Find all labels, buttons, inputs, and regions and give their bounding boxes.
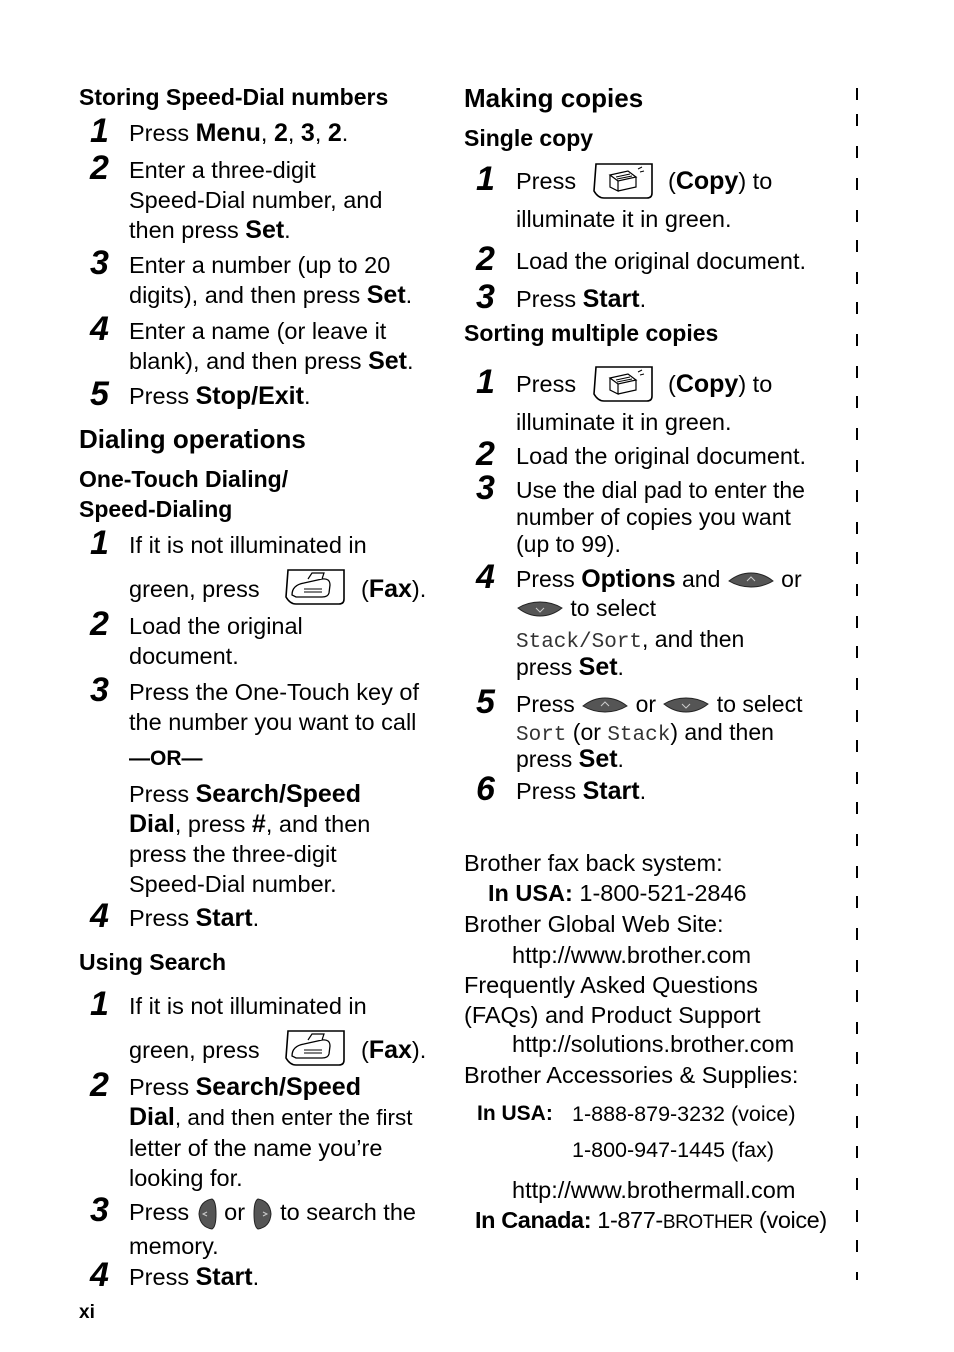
sorting-step-1-line2: illuminate it in green.	[516, 409, 732, 435]
storing-step-3: Enter a number (up to 20 digits), and then press Set.	[129, 252, 413, 309]
sorting-step-4-line4: press Set.	[516, 653, 624, 681]
sorting-step-5-line3: press Set.	[516, 745, 624, 773]
copy-key-icon	[590, 161, 656, 201]
step-number: 2	[476, 240, 495, 278]
step-number: 3	[476, 469, 495, 507]
making-copies-heading: Making copies	[464, 83, 644, 113]
cut-guide-line	[850, 88, 864, 1288]
step-number: 3	[90, 1191, 109, 1229]
step-number: 2	[90, 1066, 109, 1104]
step-number: 1	[90, 112, 109, 150]
sorting-step-2: Load the original document.	[516, 443, 807, 469]
step-number: 3	[90, 244, 109, 282]
search-step-2: Press Search/Speed Dial, and then enter the first letter of the name you’re looking for.	[129, 1073, 413, 1191]
step-number: 3	[90, 671, 109, 709]
sorting-step-5-line2: Sort (or Stack) and then	[516, 719, 774, 747]
step-number: 1	[476, 160, 495, 198]
step-number: 1	[90, 985, 109, 1023]
step-number: 4	[90, 310, 109, 348]
step-number: 4	[90, 1256, 109, 1294]
or-separator: —OR—	[129, 747, 203, 770]
using-search-heading: Using Search	[79, 949, 226, 975]
sorting-step-1-copy: (Copy) to	[668, 370, 773, 398]
storing-step-1: Press Menu, 2, 3, 2.	[129, 119, 349, 147]
search-step-1-fax: (Fax).	[361, 1036, 427, 1064]
search-step-1: If it is not illuminated in	[129, 993, 367, 1019]
accessories-voice: 1-888-879-3232 (voice)	[572, 1102, 796, 1126]
accessories-label: Brother Accessories & Supplies:	[464, 1062, 799, 1088]
accessories-usa-label: In USA:	[477, 1102, 553, 1125]
step-number: 2	[90, 605, 109, 643]
step-number: 1	[476, 363, 495, 401]
step-number: 5	[476, 683, 495, 721]
sorting-step-4: Press Options and or	[516, 565, 802, 593]
onetouch-step-1: If it is not illuminated in	[129, 532, 367, 558]
one-touch-heading: One-Touch Dialing/ Speed-Dialing	[79, 466, 289, 522]
global-web-link[interactable]: http://www.brother.com	[512, 942, 752, 968]
faq-link[interactable]: http://solutions.brother.com	[512, 1031, 795, 1057]
up-arrow-key-icon	[581, 696, 629, 716]
down-arrow-key-icon	[662, 696, 710, 716]
up-arrow-key-icon	[727, 571, 775, 591]
onetouch-step-1-fax: (Fax).	[361, 575, 427, 603]
onetouch-step-4: Press Start.	[129, 904, 260, 932]
step-number: 6	[476, 770, 495, 808]
search-step-1-line2: green, press	[129, 1037, 260, 1063]
sorting-copies-heading: Sorting multiple copies	[464, 320, 719, 346]
sorting-step-4-line3: Stack/Sort, and then	[516, 626, 745, 654]
down-arrow-key-icon	[516, 600, 564, 620]
step-number: 2	[90, 149, 109, 187]
faq-label: Frequently Asked Questions (FAQs) and Product Support	[464, 972, 761, 1028]
single-step-2: Load the original document.	[516, 248, 807, 274]
single-step-1-line2: illuminate it in green.	[516, 206, 732, 232]
fax-back-label: Brother fax back system:	[464, 850, 723, 876]
single-copy-heading: Single copy	[464, 125, 594, 151]
storing-speed-dial-heading: Storing Speed-Dial numbers	[79, 84, 389, 110]
fax-key-icon	[282, 1028, 348, 1068]
right-arrow-key-icon	[252, 1197, 274, 1231]
search-step-4: Press Start.	[129, 1263, 260, 1291]
dialing-operations-heading: Dialing operations	[79, 424, 306, 454]
page-number: xi	[79, 1302, 95, 1323]
left-arrow-key-icon	[196, 1197, 218, 1231]
copy-key-icon	[590, 364, 656, 404]
step-number: 4	[90, 897, 109, 935]
single-step-1: Press	[516, 168, 577, 194]
step-number: 4	[476, 558, 495, 596]
storing-step-2: Enter a three-digit Speed-Dial number, and then press Set.	[129, 157, 383, 244]
sorting-step-1: Press	[516, 371, 577, 397]
single-step-3: Press Start.	[516, 285, 647, 313]
storing-step-5: Press Stop/Exit.	[129, 382, 311, 410]
search-step-3: Press or to search the memory.	[129, 1197, 416, 1261]
sorting-step-5: Press or to select	[516, 691, 803, 717]
global-web-label: Brother Global Web Site:	[464, 911, 724, 937]
canada-contact: In Canada: 1-877-BROTHER (voice)	[475, 1207, 827, 1233]
accessories-fax: 1-800-947-1445 (fax)	[572, 1138, 774, 1162]
single-step-1-copy: (Copy) to	[668, 167, 773, 195]
brothermall-link[interactable]: http://www.brothermall.com	[512, 1177, 796, 1203]
step-number: 1	[90, 524, 109, 562]
sorting-step-4-line2: to select	[516, 595, 656, 622]
onetouch-step-3-alt: Press Search/Speed Dial, press #, and then press the three-digit Speed-Dial number.	[129, 780, 371, 897]
storing-step-4: Enter a name (or leave it blank), and then press Set.	[129, 318, 414, 375]
onetouch-step-1-line2: green, press	[129, 576, 260, 602]
sorting-step-6: Press Start.	[516, 777, 647, 805]
onetouch-step-3: Press the One-Touch key of the number you want to call	[129, 679, 419, 735]
onetouch-step-2: Load the original document.	[129, 613, 303, 669]
sorting-step-3: Use the dial pad to enter the number of copies you want (up to 99).	[516, 477, 805, 557]
step-number: 5	[90, 375, 109, 413]
fax-key-icon	[282, 567, 348, 607]
usa-fax-back: In USA: 1-800-521-2846	[488, 880, 747, 906]
step-number: 3	[476, 278, 495, 316]
step-number: 2	[476, 435, 495, 473]
